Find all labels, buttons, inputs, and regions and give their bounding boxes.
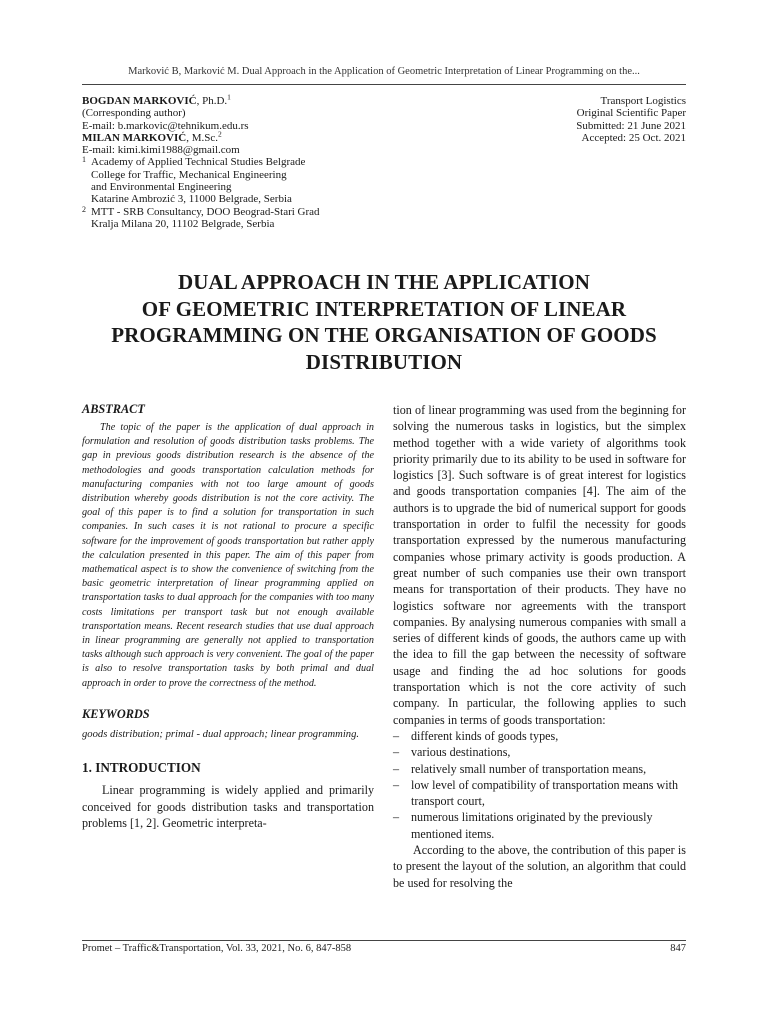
author-2 <box>82 129 422 144</box>
keywords-heading: KEYWORDS <box>82 706 150 721</box>
title-line: PROGRAMMING ON THE ORGANISATION OF GOODS <box>111 323 657 347</box>
author-block <box>82 92 422 230</box>
abstract-heading: ABSTRACT <box>82 402 145 416</box>
list-item: – relatively small number of transportation means, <box>393 761 686 777</box>
submitted-date: Submitted: 21 June 2021 <box>576 119 686 132</box>
introduction-text: Linear programming is widely applied and primarily conceived for goods distribution tasks and transportation problems [1, 2]. Geometric interpreta- <box>82 783 374 830</box>
affiliation-1 <box>82 156 422 205</box>
list-item: – different kinds of goods types, <box>393 728 686 744</box>
right-column <box>393 402 686 891</box>
affiliation-1-line: Katarine Ambrozić 3, 11000 Belgrade, Serbia <box>91 193 292 206</box>
header-rule <box>82 84 686 85</box>
paper-type: Original Scientific Paper <box>576 107 686 120</box>
title-line: DISTRIBUTION <box>305 349 463 374</box>
list-item: – low level of compatibility of transportation means with transport court, <box>393 777 686 810</box>
footer-rule <box>82 940 686 941</box>
author-2-affiliation-mark: 2 <box>217 129 222 139</box>
author-1-name: BOGDAN MARKOVIĆ <box>82 95 197 107</box>
affiliation-2 <box>82 206 422 231</box>
title-line: OF GEOMETRIC INTERPRETATION OF LINEAR <box>141 296 627 321</box>
author-1 <box>82 92 422 107</box>
body-paragraph: tion of linear programming was used from the beginning for solving the numerous tasks in logistics, but the simplex method together with a wide variety of algorithms took priority primarily due to its ability to be used in software for logistics [3]. Such software is of great interest for logistics and goods transportation companies [4]. The aim of the authors is to upgrade the bid of numerical support for goods transportation in order to fulfil the necessity for goods transportation expressed by the numerous manufacturing companies whose primary activity is goods production. A great number of such companies use their own transport means for transportation of their products. They have no logistics software nor agreements with the transport companies. By analysing numerous companies with small a series of different kinds of goods, the authors came up with the idea to fill the gap between the necessity of software usage and finding the ad hoc solutions for goods transportation which is not the core activity of such company. In particular, the following applies to such companies in terms of goods transportation: <box>393 403 686 727</box>
affiliation-2-number: 2 <box>82 204 86 214</box>
keywords-text: goods distribution; primal - dual approach; linear programming. <box>82 728 360 740</box>
affiliation-1-number: 1 <box>82 155 86 165</box>
affiliation-2-line: Kralja Milana 20, 11102 Belgrade, Serbia <box>91 217 275 230</box>
left-column <box>82 402 374 831</box>
body-paragraph: According to the above, the contribution of this paper is to present the layout of the solution, an algorithm that could be used for resolving the <box>393 843 686 890</box>
affiliation-1-line: College for Traffic, Mechanical Engineering <box>91 168 287 181</box>
paper-title <box>82 269 686 375</box>
journal-citation: Promet – Traffic&Transportation, Vol. 33, 2021, No. 6, 847-858 <box>82 943 352 954</box>
author-1-email: E-mail: b.markovic@tehnikum.edu.rs <box>82 119 249 132</box>
affiliation-1-line: Academy of Applied Technical Studies Belgrade <box>91 156 306 169</box>
accepted-date: Accepted: 25 Oct. 2021 <box>581 131 686 144</box>
author-1-affiliation-mark: 1 <box>227 92 231 102</box>
list-item: – various destinations, <box>393 744 686 760</box>
title-line: DUAL APPROACH IN THE APPLICATION <box>178 270 590 294</box>
running-header: Marković B, Marković M. Dual Approach in the Application of Geometric Interpretation of Linear Programming on the... <box>128 66 640 77</box>
page-number: 847 <box>670 943 686 954</box>
corresponding-note: (Corresponding author) <box>82 107 186 120</box>
list-item: – numerous limitations originated by the previously mentioned items. <box>393 809 686 842</box>
affiliation-2-line: MTT - SRB Consultancy, DOO Beograd-Stari Grad <box>91 205 320 218</box>
abstract-text: The topic of the paper is the application of dual approach in formulation and resolution of goods distribution tasks problems. The gap in previous goods distribution research is the absence of the methodologies and goods transportation calculation methods for manufacturing companies with not too large amount of goods distribution whereby goods distribution is not the core activity. The goal of this paper is to find a solution for transportation in such companies. In such cases it is not rational to procure a specific software for the improvement of goods transportation but rather apply the calculation presented in this paper. The aim of this paper from mathematical aspect is to show the convenience of switching from the basic geometric interpretation of linear programming applied on transportation tasks to dual approach for the companies with too many costs limitations per transport task but not enough available transportation means. Recent research studies that use dual approach in linear programming are generally not applied to transportation tasks although such approach is very convenient. The goal of the paper is also to resolve transportation tasks by both primal and dual approach in order to prove the correctness of the method. <box>82 422 374 689</box>
affiliation-1-line: and Environmental Engineering <box>91 181 232 194</box>
author-1-degree: , Ph.D. <box>196 95 228 107</box>
paper-section: Transport Logistics <box>600 95 686 107</box>
author-2-degree: , M.Sc. <box>186 131 218 144</box>
bullet-list <box>393 728 686 842</box>
paper-meta <box>486 95 686 144</box>
author-2-name: MILAN MARKOVIĆ <box>82 131 187 144</box>
introduction-heading: 1. INTRODUCTION <box>82 760 201 776</box>
author-2-email: E-mail: kimi.kimi1988@gmail.com <box>82 144 240 157</box>
